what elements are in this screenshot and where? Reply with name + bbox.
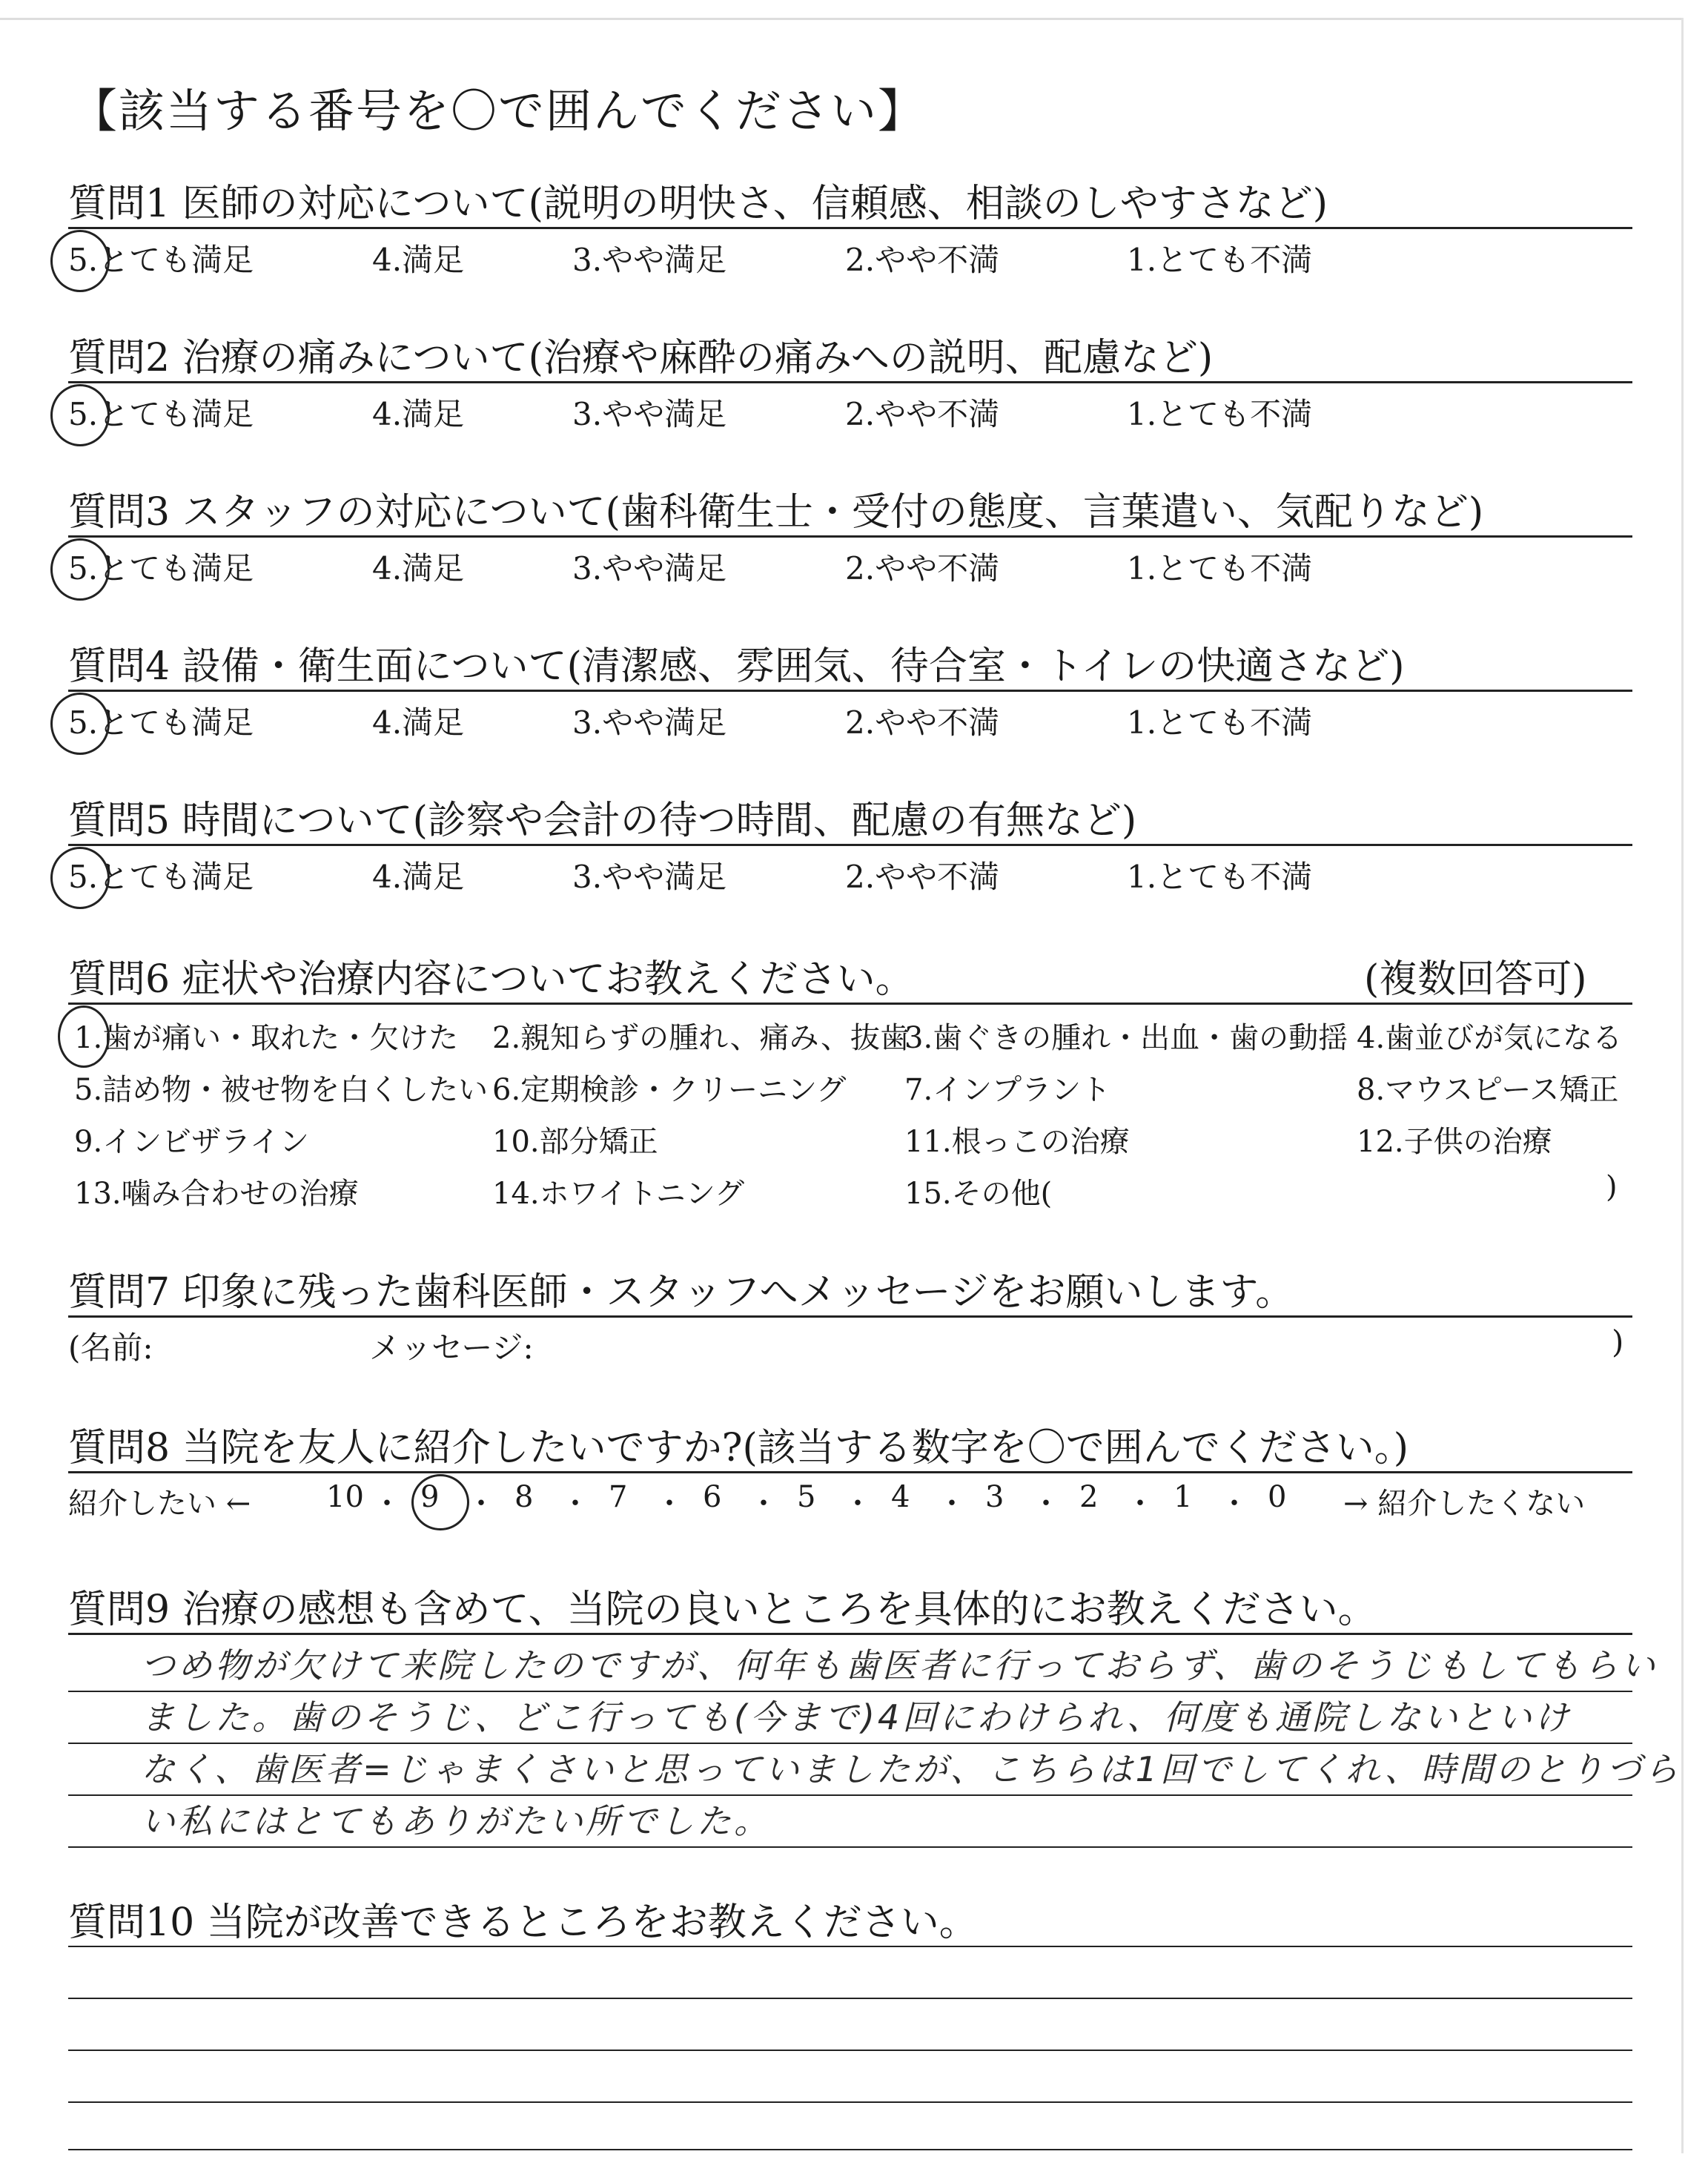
q1-option-3: 3.やや満足 <box>572 242 727 278</box>
q6-option-12: 12.子供の治療 <box>1357 1125 1552 1159</box>
q3-selected-circle <box>50 538 110 601</box>
q9-handwritten-line: つめ物が欠けて来院したのですが、何年も歯医者に行っておらず、歯のそうじもしてもらい <box>141 1645 1658 1685</box>
q9-rule <box>68 1633 1632 1635</box>
q7-name-label: (名前: <box>68 1330 153 1366</box>
q5-rule <box>68 844 1632 846</box>
page-frame-right <box>1681 18 1684 2153</box>
q1-title: 質問1 医師の対応について(説明の明快さ、信頼感、相談のしやすさなど) <box>68 182 1328 226</box>
q4-rule <box>68 690 1632 692</box>
q5-selected-circle <box>50 847 110 909</box>
q3-option-1: 1.とても不満 <box>1127 550 1313 587</box>
q6-option-9: 9.インビザライン <box>74 1125 309 1159</box>
q1-rule <box>68 227 1632 229</box>
q2-option-2: 2.やや不満 <box>845 396 1000 432</box>
q10-answer-rule <box>68 2149 1632 2150</box>
q6-rule <box>68 1003 1632 1005</box>
q6-option-1: 1.歯が痛い・取れた・欠けた <box>74 1021 459 1055</box>
q9-handwritten-line: ました。歯のそうじ、どこ行っても(今まで)4回にわけられ、何度も通院しないといけ <box>141 1697 1572 1737</box>
q10-title: 質問10 当院が改善できるところをお教えください。 <box>68 1900 978 1945</box>
q8-separator-dot: ・ <box>655 1487 684 1521</box>
q8-scale-3: 3 <box>985 1480 1004 1514</box>
q8-selected-circle <box>411 1474 469 1530</box>
page-frame-top <box>0 18 1683 20</box>
q6-option-14: 14.ホワイトニング <box>492 1177 745 1211</box>
q6-option-15: 15.その他( <box>904 1177 1053 1211</box>
q8-scale-9: 9 <box>420 1480 440 1514</box>
q8-scale-4: 4 <box>891 1480 910 1514</box>
q5-option-4: 4.満足 <box>372 859 465 895</box>
q1-option-2: 2.やや不満 <box>845 242 1000 278</box>
form-title: 【該当する番号を〇で囲んでください】 <box>71 84 926 138</box>
q1-option-5: 5.とても満足 <box>68 242 254 278</box>
q5-option-2: 2.やや不満 <box>845 859 1000 895</box>
q5-option-5: 5.とても満足 <box>68 859 254 895</box>
q8-scale-6: 6 <box>703 1480 722 1514</box>
q3-title: 質問3 スタッフの対応について(歯科衛生士・受付の態度、言葉遣い、気配りなど) <box>68 490 1484 535</box>
q1-selected-circle <box>50 230 110 292</box>
q3-option-2: 2.やや不満 <box>845 550 1000 587</box>
q5-title: 質問5 時間について(診察や会計の待つ時間、配慮の有無など) <box>68 799 1137 843</box>
q8-separator-dot: ・ <box>1125 1487 1155 1521</box>
q8-scale-8: 8 <box>514 1480 534 1514</box>
q9-answer-rule <box>68 1846 1632 1848</box>
q6-option-2: 2.親知らずの腫れ、痛み、抜歯 <box>492 1021 910 1055</box>
q1-option-4: 4.満足 <box>372 242 465 278</box>
q5-option-1: 1.とても不満 <box>1127 859 1313 895</box>
q6-option-13: 13.噛み合わせの治療 <box>74 1177 359 1211</box>
q4-option-2: 2.やや不満 <box>845 704 1000 741</box>
q6-option-4: 4.歯並びが気になる <box>1357 1021 1623 1055</box>
q8-scale-0: 0 <box>1268 1480 1287 1514</box>
q6-title: 質問6 症状や治療内容についてお教えください。 <box>68 957 914 1002</box>
q6-option-8: 8.マウスピース矯正 <box>1357 1073 1619 1107</box>
q2-rule <box>68 381 1632 383</box>
q9-handwritten-line: い私にはとてもありがたい所でした。 <box>141 1801 771 1841</box>
q7-close-paren: ) <box>1612 1324 1624 1360</box>
q9-handwritten-line: なく、歯医者=じゃまくさいと思っていましたが、こちらは1回でしてくれ、時間のとりづら <box>141 1749 1681 1789</box>
q8-scale-5: 5 <box>797 1480 816 1514</box>
q8-separator-dot: ・ <box>372 1487 402 1521</box>
q7-title: 質問7 印象に残った歯科医師・スタッフへメッセージをお願いします。 <box>68 1270 1294 1315</box>
q3-option-4: 4.満足 <box>372 550 465 587</box>
q8-title: 質問8 当院を友人に紹介したいですか?(該当する数字を〇で囲んでください。) <box>68 1426 1409 1470</box>
q10-answer-rule <box>68 2050 1632 2051</box>
q8-scale-2: 2 <box>1079 1480 1099 1514</box>
q9-title: 質問9 治療の感想も含めて、当院の良いところを具体的にお教えください。 <box>68 1588 1377 1632</box>
q6-option-16: ) <box>1606 1170 1618 1204</box>
q1-option-1: 1.とても不満 <box>1127 242 1313 278</box>
q2-option-3: 3.やや満足 <box>572 396 727 432</box>
q8-separator-dot: ・ <box>1031 1487 1061 1521</box>
q5-option-3: 3.やや満足 <box>572 859 727 895</box>
q4-option-4: 4.満足 <box>372 704 465 741</box>
q2-selected-circle <box>50 384 110 446</box>
q8-separator-dot: ・ <box>466 1487 496 1521</box>
q6-selected-circle <box>58 1005 110 1068</box>
q4-selected-circle <box>50 693 110 755</box>
q3-rule <box>68 535 1632 538</box>
q8-separator-dot: ・ <box>937 1487 967 1521</box>
q3-option-5: 5.とても満足 <box>68 550 254 587</box>
q8-scale-1: 1 <box>1174 1480 1193 1514</box>
q7-rule <box>68 1315 1632 1318</box>
q3-option-3: 3.やや満足 <box>572 550 727 587</box>
q2-option-5: 5.とても満足 <box>68 396 254 432</box>
q7-message-label: メッセージ: <box>369 1330 534 1366</box>
q6-note: (複数回答可) <box>1364 957 1587 1002</box>
q2-option-4: 4.満足 <box>372 396 465 432</box>
q4-option-5: 5.とても満足 <box>68 704 254 741</box>
q6-option-7: 7.インプラント <box>904 1073 1111 1107</box>
q4-title: 質問4 設備・衛生面について(清潔感、雰囲気、待合室・トイレの快適さなど) <box>68 644 1405 689</box>
q4-option-3: 3.やや満足 <box>572 704 727 741</box>
q2-title: 質問2 治療の痛みについて(治療や麻酔の痛みへの説明、配慮など) <box>68 336 1214 380</box>
q8-scale-10: 10 <box>326 1480 364 1514</box>
q6-option-3: 3.歯ぐきの腫れ・出血・歯の動揺 <box>904 1021 1348 1055</box>
q10-answer-rule <box>68 1998 1632 1999</box>
q8-rule <box>68 1471 1632 1473</box>
q6-option-5: 5.詰め物・被せ物を白くしたい <box>74 1073 489 1107</box>
q8-separator-dot: ・ <box>560 1487 590 1521</box>
q10-answer-rule <box>68 1946 1632 1947</box>
q8-separator-dot: ・ <box>749 1487 778 1521</box>
q2-option-1: 1.とても不満 <box>1127 396 1313 432</box>
q8-left-label: 紹介したい ← <box>68 1487 251 1521</box>
q10-answer-rule <box>68 2101 1632 2103</box>
q6-option-11: 11.根っこの治療 <box>904 1125 1130 1159</box>
q8-right-label: → 紹介したくない <box>1343 1487 1586 1521</box>
q8-separator-dot: ・ <box>1219 1487 1249 1521</box>
q6-option-6: 6.定期検診・クリーニング <box>492 1073 847 1107</box>
q8-separator-dot: ・ <box>843 1487 873 1521</box>
q8-scale-7: 7 <box>609 1480 628 1514</box>
q6-option-10: 10.部分矯正 <box>492 1125 658 1159</box>
q4-option-1: 1.とても不満 <box>1127 704 1313 741</box>
